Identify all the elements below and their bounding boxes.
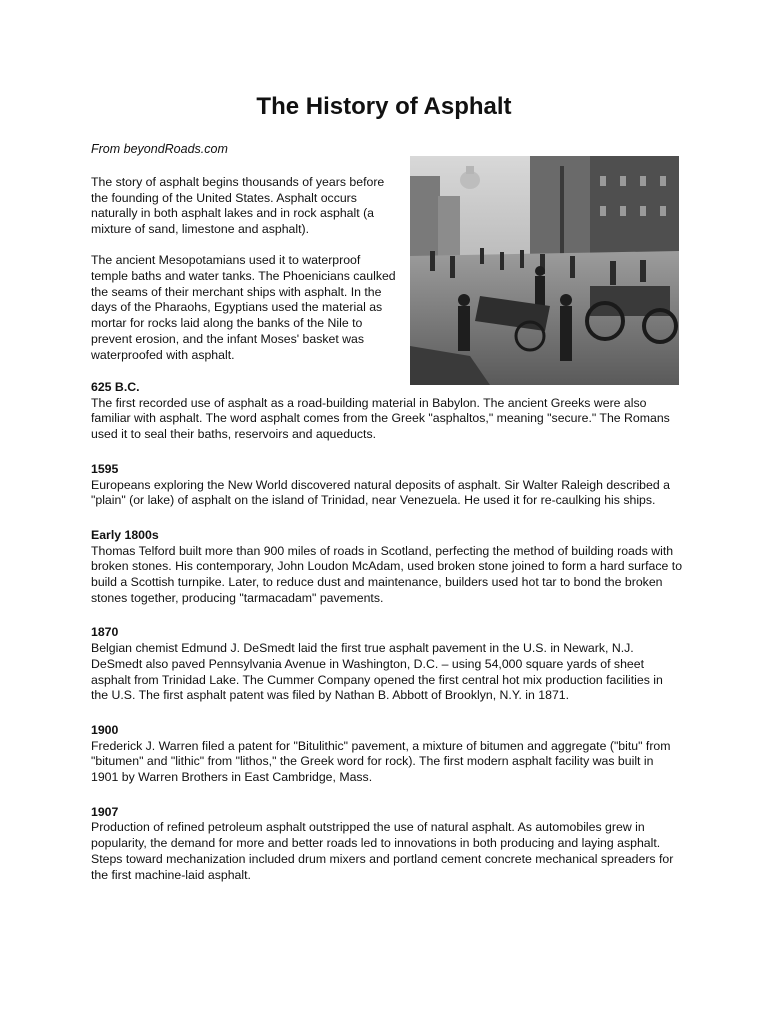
timeline-sections (91, 380, 683, 902)
timeline-section (91, 805, 683, 884)
intro-paragraph: The story of asphalt begins thousands of years before the founding of the United States. Asphalt occurs naturally in both asphalt lakes and in rock asphalt (a mixture of sand, limestone and asphalt). (91, 175, 385, 237)
timeline-section (91, 462, 683, 509)
timeline-section (91, 625, 683, 704)
section-body: The first recorded use of asphalt as a road-building material in Babylon. The ancient Greeks were also familiar with asphalt. The word asphalt comes from the Greek "asphaltos," meaning "secure." The Romans used it to seal their baths, reservoirs and aqueducts. (91, 395, 670, 442)
timeline-section (91, 528, 683, 607)
section-heading: Early 1800s (91, 527, 159, 542)
section-body: Frederick J. Warren filed a patent for "Bitulithic" pavement, a mixture of bitumen and aggregate ("bitu" from "bitumen" and "lithic" from "lithos," the Greek word for rock). The first modern asphalt facility was built in 1901 by Warren Brothers in East Cambridge, Mass. (91, 738, 671, 785)
timeline-section (91, 723, 683, 786)
section-body: Thomas Telford built more than 900 miles of roads in Scotland, perfecting the method of building roads with broken stones. His contemporary, John Loudon McAdam, used broken stone joined to form a hard surface to build a Scottish turnpike. Later, to reduce dust and maintenance, builders used hot tar to bond the broken stones together, producing "tarmacadam" pavements. (91, 543, 683, 605)
section-heading: 1900 (91, 722, 119, 737)
intro-text (91, 175, 396, 379)
section-heading: 1595 (91, 461, 119, 476)
section-body: Belgian chemist Edmund J. DeSmedt laid the first true asphalt pavement in the U.S. in Newark, N.J. DeSmedt also paved Pennsylvania Avenue in Washington, D.C. – using 54,000 square yards of sheet asphalt from Trinidad Lake. The Cummer Company opened the first central hot mix production facilities in the U.S. The first asphalt patent was filed by Nathan B. Abbott of Brooklyn, N.Y. in 1871. (91, 641, 663, 703)
page-title: The History of Asphalt (256, 93, 512, 120)
historic-street-photo (410, 156, 679, 385)
section-heading: 1907 (91, 804, 119, 819)
section-body: Europeans exploring the New World discovered natural deposits of asphalt. Sir Walter Raleigh described a "plain" (or lake) of asphalt on the island of Trinidad, near Venezuela. He used it for re-caulking his ships. (91, 477, 670, 508)
timeline-section (91, 380, 683, 443)
section-heading: 1870 (91, 625, 119, 640)
source-line: From beyondRoads.com (91, 142, 228, 156)
section-heading: 625 B.C. (91, 380, 140, 394)
intro-paragraph: The ancient Mesopotamians used it to waterproof temple baths and water tanks. The Phoenicians caulked the seams of their merchant ships with asphalt. In the days of the Pharaohs, Egyptians used the material as mortar for rocks laid along the banks of the Nile to prevent erosion, and the infant Moses' basket was waterproofed with asphalt. (91, 253, 396, 362)
section-body: Production of refined petroleum asphalt outstripped the use of natural asphalt. As automobiles grew in popularity, the demand for more and better roads led to innovations in both producing and laying asphalt. Steps toward mechanization included drum mixers and portland cement concrete mechanical spreaders for the first machine-laid asphalt. (91, 820, 674, 882)
